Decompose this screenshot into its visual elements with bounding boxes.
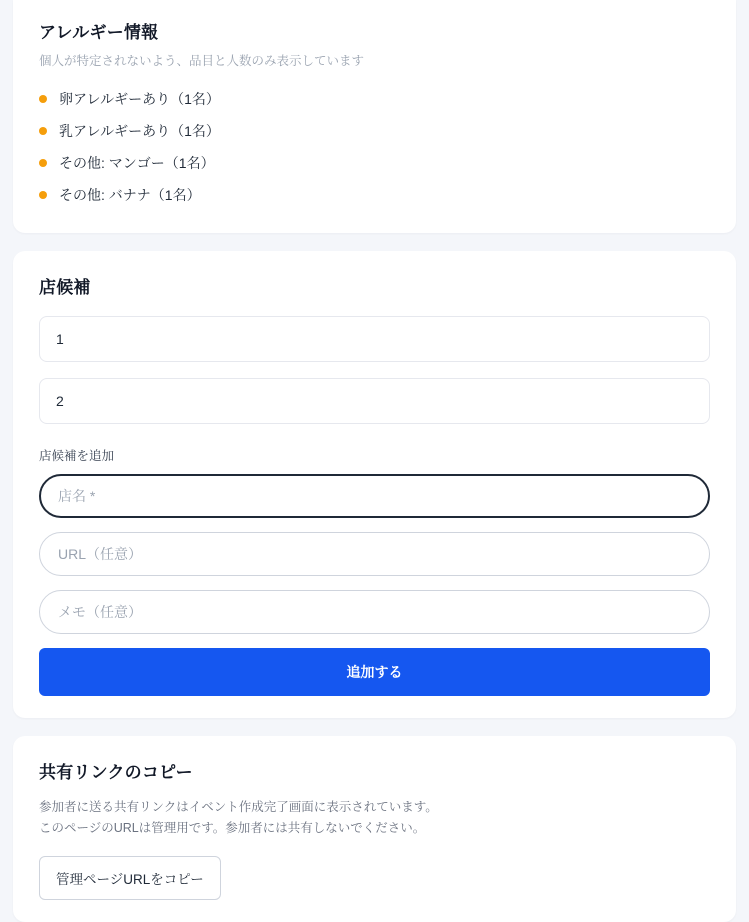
allergy-subtitle: 個人が特定されないよう、品目と人数のみ表示しています <box>39 54 365 68</box>
allergy-item-label: その他: バナナ（1名） <box>59 187 201 203</box>
shop-candidate-row[interactable]: 2 <box>39 378 710 424</box>
shop-candidates-card <box>13 251 736 718</box>
bullet-dot-icon <box>39 191 47 199</box>
bullet-dot-icon <box>39 95 47 103</box>
bullet-dot-icon <box>39 159 47 167</box>
list-item <box>39 179 710 211</box>
allergy-item-label: その他: マンゴー（1名） <box>59 155 215 171</box>
list-item <box>39 147 710 179</box>
share-description <box>39 797 710 840</box>
allergy-card <box>13 0 736 233</box>
shop-candidate-row[interactable]: 1 <box>39 316 710 362</box>
list-item <box>39 83 710 115</box>
allergy-item-label: 乳アレルギーあり（1名） <box>59 123 220 139</box>
allergy-title: アレルギー情報 <box>39 23 159 42</box>
share-link-title: 共有リンクのコピー <box>39 763 193 782</box>
list-item <box>39 115 710 147</box>
allergy-list <box>39 83 710 211</box>
allergy-item-label: 卵アレルギーあり（1名） <box>59 91 220 107</box>
share-description-line2: このページのURLは管理用です。参加者には共有しないでください。 <box>39 821 426 836</box>
shop-name-input[interactable] <box>39 474 710 518</box>
shop-memo-input[interactable] <box>39 590 710 634</box>
shop-url-input[interactable] <box>39 532 710 576</box>
add-shop-label: 店候補を追加 <box>39 449 115 463</box>
copy-admin-url-button[interactable]: 管理ページURLをコピー <box>39 856 221 900</box>
add-shop-button[interactable]: 追加する <box>39 648 710 696</box>
shop-candidates-title: 店候補 <box>39 278 91 297</box>
share-description-line1: 参加者に送る共有リンクはイベント作成完了画面に表示されています。 <box>39 800 438 814</box>
share-link-card <box>13 736 736 922</box>
bullet-dot-icon <box>39 127 47 135</box>
